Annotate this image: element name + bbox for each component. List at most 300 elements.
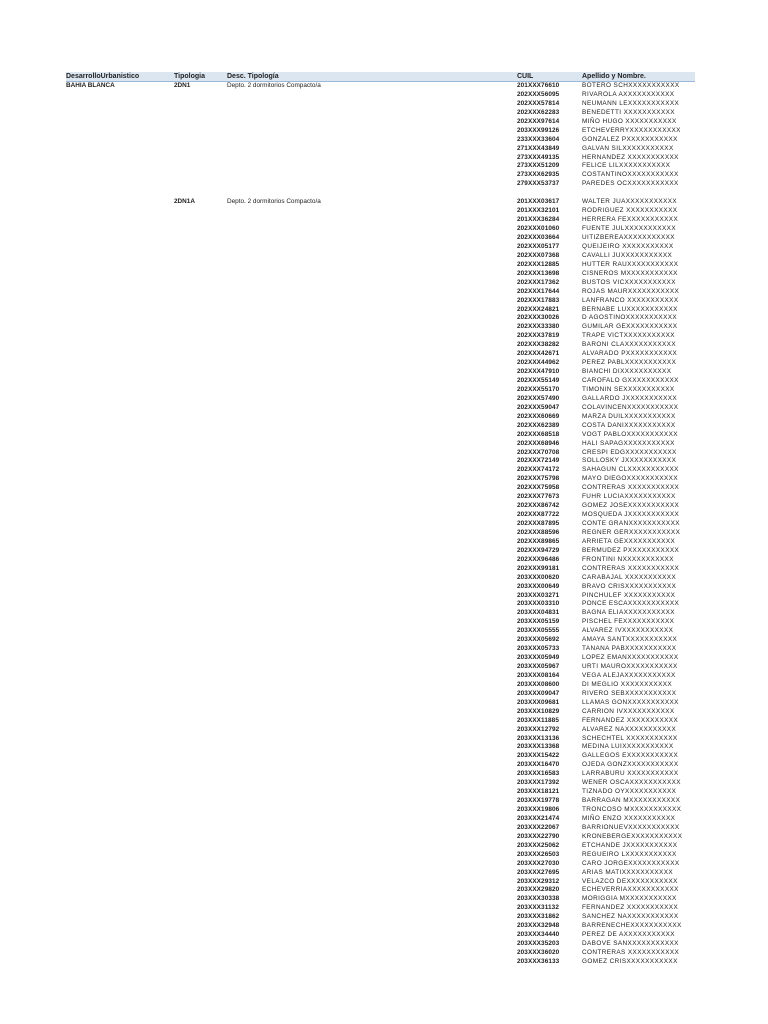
table-row (66, 797, 695, 806)
cell-cuil: 202XXX96486 (517, 555, 560, 563)
cell-cuil: 202XXX37819 (517, 332, 560, 340)
cell-apellido-nombre: GALLARDO JXXXXXXXXXXX (582, 394, 678, 402)
table-row (66, 457, 695, 466)
table-row (66, 484, 695, 493)
cell-apellido-nombre: BAGNA ELIAXXXXXXXXXXX (582, 609, 675, 617)
table-row (66, 154, 695, 163)
table-row (66, 806, 695, 815)
table-row (66, 431, 695, 440)
group-spacer (66, 189, 695, 198)
cell-cuil: 273XXX62935 (517, 171, 560, 179)
table-row (66, 547, 695, 556)
cell-apellido-nombre: BERMUDEZ PXXXXXXXXXXX (582, 546, 680, 554)
cell-apellido-nombre: QUEIJEIRO XXXXXXXXXXX (582, 242, 674, 250)
cell-apellido-nombre: CONTRERAS XXXXXXXXXXX (582, 484, 680, 492)
table-row (66, 171, 695, 180)
table-row (66, 529, 695, 538)
cell-cuil: 203XXX13368 (517, 743, 560, 751)
table-row (66, 878, 695, 887)
cell-apellido-nombre: URTI MAUROXXXXXXXXXXX (582, 663, 678, 670)
table-row (66, 359, 695, 368)
cell-apellido-nombre: ARIAS MATIXXXXXXXXXXX (582, 868, 674, 876)
table-row (66, 270, 695, 279)
cell-cuil: 203XXX32948 (517, 922, 560, 930)
cell-apellido-nombre: BUSTOS VICXXXXXXXXXXX (582, 278, 676, 286)
table-body (66, 82, 695, 967)
cell-cuil: 203XXX36020 (517, 949, 560, 956)
table-row (66, 404, 695, 413)
table-row (66, 261, 695, 270)
cell-apellido-nombre: PEREZ PABLXXXXXXXXXXX (582, 359, 677, 367)
cell-cuil: 203XXX15422 (517, 752, 560, 760)
table-row (66, 234, 695, 243)
cell-apellido-nombre: CISNEROS MXXXXXXXXXXX (582, 269, 678, 277)
cell-cuil: 203XXX09681 (517, 698, 560, 706)
table-row (66, 127, 695, 136)
cell-apellido-nombre: FUHR LUCIAXXXXXXXXXXX (582, 493, 676, 501)
table-row (66, 225, 695, 234)
cell-cuil: 202XXX47910 (517, 368, 560, 376)
cell-cuil: 201XXX76610 (517, 82, 560, 89)
table-row (66, 761, 695, 770)
table-row (66, 636, 695, 645)
table-row (66, 511, 695, 520)
cell-cuil: 203XXX27030 (517, 859, 560, 867)
cell-cuil: 202XXX77673 (517, 493, 560, 501)
cell-cuil: 203XXX04831 (517, 609, 560, 617)
table-row (66, 118, 695, 127)
cell-cuil: 202XXX12885 (517, 260, 560, 268)
cell-cuil: 201XXX32101 (517, 207, 560, 215)
cell-apellido-nombre: MORIGGIA MXXXXXXXXXXX (582, 895, 677, 903)
cell-apellido-nombre: VOGT PABLOXXXXXXXXXXX (582, 430, 678, 438)
table-row (66, 145, 695, 154)
cell-apellido-nombre: SANCHEZ NAXXXXXXXXXXX (582, 913, 679, 921)
table-row (66, 91, 695, 100)
table-row (66, 377, 695, 386)
cell-apellido-nombre: CARABAJAL XXXXXXXXXXX (582, 573, 677, 581)
cell-apellido-nombre: FUENTE JULXXXXXXXXXXX (582, 225, 676, 233)
table-row (66, 341, 695, 350)
cell-cuil: 203XXX36133 (517, 957, 560, 965)
table-row (66, 395, 695, 404)
cell-cuil: 202XXX86742 (517, 502, 560, 510)
cell-cuil: 202XXX17883 (517, 296, 560, 304)
table-row (66, 162, 695, 171)
table-row (66, 940, 695, 949)
table-row (66, 252, 695, 261)
table-row (66, 895, 695, 904)
table-row (66, 440, 695, 449)
table-row (66, 672, 695, 681)
cell-cuil: 203XXX29312 (517, 877, 560, 885)
cell-cuil: 203XXX12792 (517, 725, 560, 733)
header-desarrollo: DesarrolloUrbanistico (66, 73, 140, 80)
cell-apellido-nombre: BRAVO CRISXXXXXXXXXXX (582, 582, 677, 590)
table-row (66, 422, 695, 431)
table-row (66, 851, 695, 860)
cell-apellido-nombre: LLAMAS GONXXXXXXXXXXX (582, 698, 679, 706)
cell-cuil: 203XXX11885 (517, 716, 559, 724)
table-row (66, 449, 695, 458)
cell-cuil: 202XXX70708 (517, 448, 560, 456)
cell-apellido-nombre: LARRABURU XXXXXXXXXXX (582, 770, 679, 778)
cell-cuil: 203XXX29820 (517, 886, 560, 894)
table-row (66, 815, 695, 824)
table-row (66, 413, 695, 422)
cell-cuil: 202XXX62283 (517, 108, 560, 116)
cell-apellido-nombre: PAREDES OCXXXXXXXXXXX (582, 180, 679, 188)
header-row (66, 72, 695, 82)
cell-cuil: 202XXX17644 (517, 287, 560, 295)
cell-cuil: 202XXX59047 (517, 403, 560, 411)
cell-apellido-nombre: CONTE GRANXXXXXXXXXXX (582, 520, 680, 527)
cell-apellido-nombre: CRESPI EDGXXXXXXXXXXX (582, 448, 677, 456)
table-row (66, 904, 695, 913)
table-row (66, 82, 695, 91)
cell-cuil: 202XXX42671 (517, 350, 560, 358)
table-row (66, 654, 695, 663)
cell-cuil: 202XXX30026 (517, 314, 560, 322)
table-row (66, 860, 695, 869)
cell-cuil: 203XXX99126 (517, 126, 560, 134)
cell-cuil: 203XXX09047 (517, 689, 560, 697)
cell-cuil: 203XXX17392 (517, 779, 560, 787)
cell-apellido-nombre: PINCHULEF XXXXXXXXXXX (582, 591, 676, 599)
table-row (66, 538, 695, 547)
cell-cuil: 203XXX19778 (517, 797, 560, 805)
cell-cuil: 203XXX03271 (517, 591, 560, 599)
cell-cuil: 203XXX08600 (517, 680, 560, 688)
table-row (66, 288, 695, 297)
cell-cuil: 203XXX05159 (517, 618, 560, 626)
cell-cuil: 271XXX43849 (517, 144, 560, 152)
cell-cuil: 203XXX10829 (517, 707, 560, 715)
cell-cuil: 202XXX97614 (517, 117, 560, 125)
table-row (66, 297, 695, 306)
cell-cuil: 202XXX74172 (517, 466, 560, 474)
table-row (66, 592, 695, 601)
cell-cuil: 202XXX24821 (517, 305, 560, 313)
cell-cuil: 273XXX49135 (517, 153, 560, 161)
cell-cuil: 202XXX87895 (517, 520, 560, 527)
table-row (66, 207, 695, 216)
cell-cuil: 202XXX03664 (517, 234, 560, 241)
cell-cuil: 203XXX25062 (517, 841, 560, 849)
table-row (66, 735, 695, 744)
cell-apellido-nombre: COSTA DANIXXXXXXXXXXX (582, 421, 676, 429)
cell-cuil: 203XXX31862 (517, 913, 560, 921)
cell-apellido-nombre: MEDINA LUIXXXXXXXXXXX (582, 743, 674, 751)
table-row (66, 681, 695, 690)
cell-cuil: 202XXX57814 (517, 99, 560, 107)
cell-apellido-nombre: GOMEZ CRISXXXXXXXXXXX (582, 957, 678, 965)
table-row (66, 958, 695, 967)
cell-apellido-nombre: PISCHEL FEXXXXXXXXXXX (582, 618, 675, 626)
cell-apellido-nombre: PONCE ESCAXXXXXXXXXXX (582, 600, 680, 608)
spreadsheet-sheet (66, 72, 695, 967)
cell-apellido-nombre: CONTRERAS XXXXXXXXXXX (582, 564, 680, 572)
table-row (66, 109, 695, 118)
cell-cuil: 202XXX17362 (517, 278, 560, 286)
cell-apellido-nombre: GALVAN SILXXXXXXXXXXX (582, 144, 674, 152)
table-row (66, 824, 695, 833)
table-row (66, 574, 695, 583)
table-row (66, 350, 695, 359)
cell-cuil: 201XXX36284 (517, 216, 560, 224)
cell-apellido-nombre: REGUEIRO LXXXXXXXXXXX (582, 850, 677, 858)
cell-desc-tipologia: Depto. 2 dormitorios Compacto/a (227, 82, 321, 89)
table-row (66, 645, 695, 654)
cell-apellido-nombre: ETCHEVERRYXXXXXXXXXXX (582, 126, 681, 134)
table-row (66, 475, 695, 484)
table-row (66, 556, 695, 565)
cell-cuil: 202XXX07368 (517, 251, 560, 259)
cell-cuil: 203XXX22067 (517, 823, 560, 831)
table-row (66, 565, 695, 574)
cell-cuil: 203XXX05949 (517, 654, 560, 662)
cell-apellido-nombre: GOMEZ JOSEXXXXXXXXXXX (582, 502, 680, 510)
cell-apellido-nombre: D AGOSTINOXXXXXXXXXXX (582, 314, 678, 322)
table-row (66, 922, 695, 931)
cell-cuil: 203XXX34440 (517, 931, 560, 939)
cell-cuil: 202XXX94729 (517, 546, 560, 554)
cell-apellido-nombre: GONZALEZ PXXXXXXXXXXX (582, 135, 678, 143)
cell-cuil: 203XXX30338 (517, 895, 560, 903)
cell-apellido-nombre: WENER OSCAXXXXXXXXXXX (582, 779, 681, 787)
table-row (66, 279, 695, 288)
cell-apellido-nombre: CARRION IVXXXXXXXXXXX (582, 707, 675, 715)
cell-apellido-nombre: MAYO DIEGOXXXXXXXXXXX (582, 475, 679, 483)
cell-cuil: 202XXX62389 (517, 421, 560, 429)
cell-apellido-nombre: RIVAROLA AXXXXXXXXXXX (582, 90, 675, 98)
cell-apellido-nombre: MIÑO HUGO XXXXXXXXXXX (582, 117, 677, 125)
cell-apellido-nombre: SOLLOSKY JXXXXXXXXXXX (582, 457, 677, 465)
cell-apellido-nombre: COLAVINCENXXXXXXXXXXX (582, 403, 679, 411)
cell-cuil: 203XXX00649 (517, 582, 560, 590)
cell-cuil: 203XXX05692 (517, 636, 560, 644)
table-row (66, 180, 695, 189)
cell-cuil: 202XXX44962 (517, 359, 560, 367)
cell-cuil: 233XXX33604 (517, 135, 560, 143)
cell-apellido-nombre: CAROFALO GXXXXXXXXXXX (582, 377, 679, 384)
table-row (66, 368, 695, 377)
table-row (66, 618, 695, 627)
cell-apellido-nombre: CAVALLI JUXXXXXXXXXXX (582, 251, 673, 259)
table-row (66, 493, 695, 502)
table-row (66, 913, 695, 922)
cell-cuil: 201XXX03617 (517, 198, 560, 206)
cell-apellido-nombre: BARONI CLAXXXXXXXXXXX (582, 341, 676, 349)
cell-apellido-nombre: BARRENECHEXXXXXXXXXXX (582, 922, 682, 930)
cell-cuil: 203XXX19806 (517, 806, 560, 813)
table-row (66, 717, 695, 726)
cell-apellido-nombre: RIVERO SEBXXXXXXXXXXX (582, 689, 677, 697)
cell-apellido-nombre: BOTERO SCHXXXXXXXXXXX (582, 82, 680, 89)
cell-cuil: 202XXX57490 (517, 394, 560, 402)
table-row (66, 788, 695, 797)
cell-cuil: 273XXX51209 (517, 162, 560, 170)
cell-apellido-nombre: TANANA PABXXXXXXXXXXX (582, 645, 677, 653)
cell-apellido-nombre: TIMONIN SEXXXXXXXXXXX (582, 385, 675, 393)
cell-cuil: 202XXX55149 (517, 377, 560, 384)
table-row (66, 600, 695, 609)
table-row (66, 332, 695, 341)
cell-cuil: 203XXX16470 (517, 761, 560, 769)
cell-apellido-nombre: HUTTER RAUXXXXXXXXXXX (582, 260, 679, 268)
cell-cuil: 203XXX03310 (517, 600, 560, 608)
cell-cuil: 202XXX87722 (517, 511, 560, 519)
cell-apellido-nombre: ALVAREZ IVXXXXXXXXXXX (582, 627, 674, 635)
table-row (66, 323, 695, 332)
cell-cuil: 203XXX22790 (517, 832, 560, 840)
cell-cuil: 202XXX89865 (517, 537, 560, 545)
table-row (66, 726, 695, 735)
cell-apellido-nombre: UITIZBEREAXXXXXXXXXXX (582, 234, 675, 241)
cell-apellido-nombre: FERNANDEZ XXXXXXXXXXX (582, 716, 679, 724)
cell-cuil: 203XXX00620 (517, 573, 560, 581)
table-row (66, 931, 695, 940)
table-row (66, 314, 695, 323)
cell-apellido-nombre: HERRERA FEXXXXXXXXXXX (582, 216, 679, 224)
cell-apellido-nombre: KRONEBERGEXXXXXXXXXXX (582, 832, 683, 840)
cell-apellido-nombre: ALVAREZ NAXXXXXXXXXXX (582, 725, 677, 733)
table-row (66, 842, 695, 851)
cell-apellido-nombre: OJEDA GONZXXXXXXXXXXX (582, 761, 679, 769)
cell-apellido-nombre: ECHEVERRIAXXXXXXXXXXX (582, 886, 679, 894)
table-row (66, 243, 695, 252)
cell-desc-tipologia: Depto. 2 dormitorios Compacto/a (227, 198, 321, 206)
header-apellido-nombre: Apellido y Nombre. (582, 73, 646, 80)
cell-cuil: 202XXX55170 (517, 385, 560, 393)
cell-apellido-nombre: CARO JORGEXXXXXXXXXXX (582, 859, 680, 867)
table-row (66, 779, 695, 788)
cell-apellido-nombre: VEGA ALEJAXXXXXXXXXXX (582, 671, 676, 679)
table-row (66, 198, 695, 207)
cell-apellido-nombre: BERNABE LUXXXXXXXXXXX (582, 305, 678, 313)
cell-apellido-nombre: ETCHANDE JXXXXXXXXXXX (582, 841, 678, 849)
table-row (66, 136, 695, 145)
table-row (66, 663, 695, 672)
cell-apellido-nombre: WALTER JUAXXXXXXXXXXX (582, 198, 678, 206)
table-row (66, 520, 695, 529)
cell-cuil: 203XXX27695 (517, 868, 560, 876)
cell-apellido-nombre: SAHAGUN CLXXXXXXXXXXX (582, 466, 679, 474)
cell-apellido-nombre: RODRIGUEZ XXXXXXXXXXX (582, 207, 678, 215)
cell-apellido-nombre: MARZA DUILXXXXXXXXXXX (582, 412, 676, 420)
cell-cuil: 203XXX18121 (517, 788, 560, 796)
cell-cuil: 203XXX21474 (517, 814, 560, 822)
cell-apellido-nombre: REGNER GERXXXXXXXXXXX (582, 528, 681, 536)
cell-apellido-nombre: DI MEGLIO XXXXXXXXXXX (582, 680, 673, 688)
cell-tipologia: 2DN1A (174, 198, 195, 206)
cell-cuil: 202XXX72149 (517, 457, 560, 465)
table-row (66, 583, 695, 592)
cell-apellido-nombre: ALVARADO PXXXXXXXXXXX (582, 350, 678, 358)
table-row (66, 833, 695, 842)
cell-cuil: 203XXX26503 (517, 850, 560, 858)
cell-tipologia: 2DN1 (174, 82, 191, 89)
cell-apellido-nombre: AMAYA SANTXXXXXXXXXXX (582, 636, 678, 644)
cell-apellido-nombre: GUMILAR GEXXXXXXXXXXX (582, 323, 678, 331)
cell-apellido-nombre: ARRIETA GEXXXXXXXXXXX (582, 537, 676, 545)
table-row (66, 949, 695, 958)
cell-apellido-nombre: FELICE LILXXXXXXXXXXX (582, 162, 671, 170)
cell-cuil: 202XXX60669 (517, 412, 560, 420)
table-row (66, 699, 695, 708)
cell-desarrollo: BAHIA BLANCA (66, 82, 115, 89)
cell-apellido-nombre: NEUMANN LEXXXXXXXXXXX (582, 99, 680, 107)
cell-apellido-nombre: HALI SAPAGXXXXXXXXXXX (582, 439, 675, 447)
cell-apellido-nombre: HERNANDEZ XXXXXXXXXXX (582, 153, 679, 161)
cell-apellido-nombre: TRONCOSO MXXXXXXXXXXX (582, 806, 682, 813)
table-row (66, 770, 695, 779)
cell-apellido-nombre: TRAPE VICTXXXXXXXXXXX (582, 332, 675, 340)
cell-apellido-nombre: CONTRERAS XXXXXXXXXXX (582, 949, 680, 956)
cell-cuil: 279XXX53737 (517, 180, 560, 188)
table-row (66, 502, 695, 511)
cell-cuil: 202XXX13698 (517, 269, 560, 277)
header-cuil: CUIL (517, 73, 534, 80)
cell-apellido-nombre: COSTANTINOXXXXXXXXXXX (582, 171, 679, 179)
header-tipologia: Tipologia (174, 73, 205, 80)
cell-apellido-nombre: SCHECHTEL XXXXXXXXXXX (582, 734, 678, 742)
cell-apellido-nombre: MIÑO ENZO XXXXXXXXXXX (582, 814, 676, 822)
cell-cuil: 202XXX56095 (517, 90, 560, 98)
table-row (66, 869, 695, 878)
cell-cuil: 203XXX13136 (517, 734, 560, 742)
cell-apellido-nombre: LANFRANCO XXXXXXXXXXX (582, 296, 679, 304)
table-row (66, 466, 695, 475)
cell-apellido-nombre: ROJAS MAURXXXXXXXXXXX (582, 287, 680, 295)
cell-cuil: 203XXX16583 (517, 770, 560, 778)
cell-apellido-nombre: GALLEGOS EXXXXXXXXXXX (582, 752, 679, 760)
header-desc-tipologia: Desc. Tipología (227, 73, 279, 80)
cell-cuil: 202XXX68518 (517, 430, 560, 438)
cell-cuil: 202XXX75798 (517, 475, 560, 483)
cell-cuil: 202XXX75958 (517, 484, 560, 492)
cell-cuil: 203XXX08164 (517, 671, 560, 679)
table-row (66, 627, 695, 636)
table-row (66, 743, 695, 752)
cell-cuil: 202XXX99181 (517, 564, 560, 572)
cell-apellido-nombre: BARRAGAN MXXXXXXXXXXX (582, 797, 681, 805)
cell-cuil: 203XXX35203 (517, 940, 560, 948)
cell-cuil: 202XXX68946 (517, 439, 560, 447)
cell-apellido-nombre: PEREZ DE AXXXXXXXXXXX (582, 931, 675, 939)
table-row (66, 886, 695, 895)
cell-cuil: 202XXX88596 (517, 528, 560, 536)
cell-cuil: 203XXX05967 (517, 663, 560, 670)
cell-apellido-nombre: FERNANDEZ XXXXXXXXXXX (582, 904, 679, 912)
cell-apellido-nombre: DABOVE SANXXXXXXXXXXX (582, 940, 679, 948)
table-row (66, 609, 695, 618)
cell-cuil: 202XXX33380 (517, 323, 560, 331)
cell-cuil: 203XXX05555 (517, 627, 560, 635)
table-row (66, 386, 695, 395)
cell-apellido-nombre: LOPEZ EMANXXXXXXXXXXX (582, 654, 679, 662)
table-row (66, 708, 695, 717)
cell-apellido-nombre: VELAZCO DEXXXXXXXXXXX (582, 877, 678, 885)
table-row (66, 306, 695, 315)
table-row (66, 100, 695, 109)
cell-apellido-nombre: MOSQUEDA JXXXXXXXXXXX (582, 511, 680, 519)
table-row (66, 216, 695, 225)
cell-apellido-nombre: FRONTINI NXXXXXXXXXXX (582, 555, 674, 563)
cell-cuil: 202XXX05177 (517, 242, 560, 250)
cell-cuil: 203XXX31132 (517, 904, 559, 912)
cell-apellido-nombre: BARRIONUEVXXXXXXXXXXX (582, 823, 680, 831)
